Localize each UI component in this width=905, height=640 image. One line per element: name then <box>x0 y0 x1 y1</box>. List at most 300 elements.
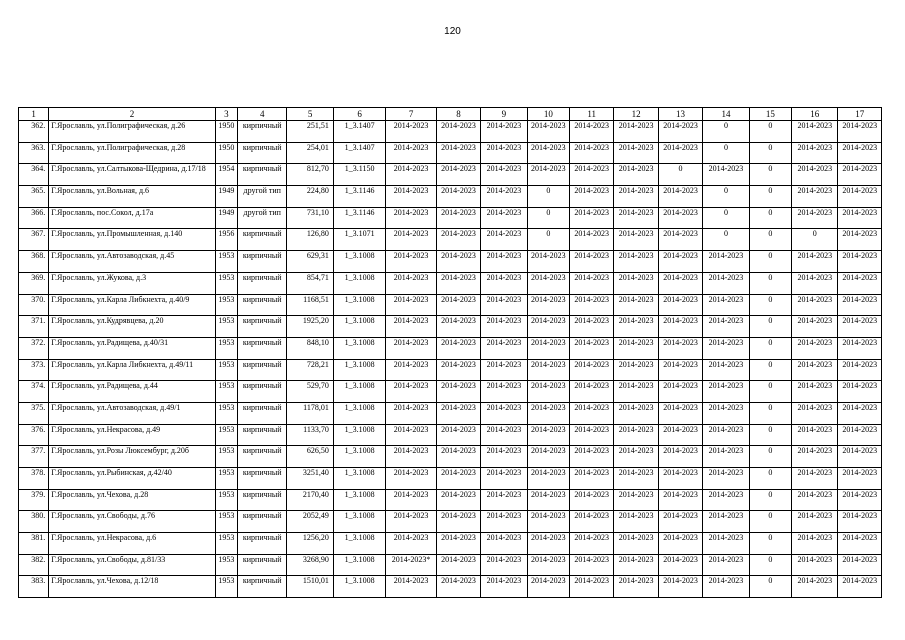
area-cell: 1925,20 <box>287 316 333 338</box>
period-col11-cell: 2014-2023 <box>570 272 614 294</box>
table-row <box>19 576 882 598</box>
period-col10-cell: 2014-2023 <box>527 402 569 424</box>
period-col13-cell: 0 <box>658 164 702 186</box>
row-number-cell: 373. <box>19 359 49 381</box>
period-col17-cell: 2014-2023 <box>838 402 882 424</box>
build-year-cell: 1950 <box>215 142 237 164</box>
period-col9-cell: 2014-2023 <box>481 316 527 338</box>
period-col12-cell: 2014-2023 <box>614 229 658 251</box>
period-col12-cell: 2014-2023 <box>614 424 658 446</box>
area-cell: 2170,40 <box>287 489 333 511</box>
period-col16-cell: 2014-2023 <box>792 121 838 143</box>
area-cell: 854,71 <box>287 272 333 294</box>
period-col7-cell: 2014-2023 <box>386 164 436 186</box>
column-header: 2 <box>49 108 216 121</box>
row-number-cell: 378. <box>19 468 49 490</box>
period-col15-cell: 0 <box>749 381 791 403</box>
period-col17-cell: 2014-2023 <box>838 229 882 251</box>
period-col16-cell: 2014-2023 <box>792 533 838 555</box>
period-col10-cell: 2014-2023 <box>527 468 569 490</box>
period-col16-cell: 2014-2023 <box>792 164 838 186</box>
row-number-cell: 368. <box>19 251 49 273</box>
period-col15-cell: 0 <box>749 164 791 186</box>
period-col8-cell: 2014-2023 <box>436 207 480 229</box>
period-col8-cell: 2014-2023 <box>436 272 480 294</box>
wall-material-cell: кирпичный <box>238 576 287 598</box>
period-col13-cell: 2014-2023 <box>658 576 702 598</box>
period-col11-cell: 2014-2023 <box>570 229 614 251</box>
period-col13-cell: 2014-2023 <box>658 207 702 229</box>
period-col12-cell: 2014-2023 <box>614 316 658 338</box>
column-header: 10 <box>527 108 569 121</box>
period-col10-cell: 2014-2023 <box>527 316 569 338</box>
row-number-cell: 362. <box>19 121 49 143</box>
period-col9-cell: 2014-2023 <box>481 489 527 511</box>
period-col9-cell: 2014-2023 <box>481 337 527 359</box>
period-col16-cell: 0 <box>792 229 838 251</box>
column-number-header-row <box>19 108 882 121</box>
build-year-cell: 1956 <box>215 229 237 251</box>
column-header: 16 <box>792 108 838 121</box>
period-col10-cell: 0 <box>527 186 569 208</box>
period-col7-cell: 2014-2023 <box>386 359 436 381</box>
period-col15-cell: 0 <box>749 251 791 273</box>
area-cell: 728,21 <box>287 359 333 381</box>
period-col9-cell: 2014-2023 <box>481 164 527 186</box>
period-col9-cell: 2014-2023 <box>481 424 527 446</box>
address-cell: Г.Ярославль, ул.Розы Люксембург, д.20б <box>49 446 216 468</box>
area-cell: 2052,49 <box>287 511 333 533</box>
period-col14-cell: 2014-2023 <box>703 316 749 338</box>
period-col14-cell: 0 <box>703 142 749 164</box>
period-col12-cell: 2014-2023 <box>614 554 658 576</box>
period-col10-cell: 2014-2023 <box>527 489 569 511</box>
period-col7-cell: 2014-2023 <box>386 272 436 294</box>
code-cell: 1_3.1146 <box>333 207 385 229</box>
period-col14-cell: 2014-2023 <box>703 511 749 533</box>
table-row <box>19 186 882 208</box>
code-cell: 1_3.1407 <box>333 121 385 143</box>
row-number-cell: 369. <box>19 272 49 294</box>
table-row <box>19 511 882 533</box>
period-col8-cell: 2014-2023 <box>436 142 480 164</box>
table-row <box>19 424 882 446</box>
column-header: 7 <box>386 108 436 121</box>
period-col10-cell: 2014-2023 <box>527 576 569 598</box>
period-col13-cell: 2014-2023 <box>658 511 702 533</box>
period-col11-cell: 2014-2023 <box>570 533 614 555</box>
period-col11-cell: 2014-2023 <box>570 381 614 403</box>
period-col9-cell: 2014-2023 <box>481 402 527 424</box>
code-cell: 1_3.1146 <box>333 186 385 208</box>
period-col9-cell: 2014-2023 <box>481 533 527 555</box>
address-cell: Г.Ярославль, ул.Карла Либкнехта, д.40/9 <box>49 294 216 316</box>
code-cell: 1_3.1008 <box>333 424 385 446</box>
code-cell: 1_3.1008 <box>333 251 385 273</box>
row-number-cell: 364. <box>19 164 49 186</box>
period-col9-cell: 2014-2023 <box>481 186 527 208</box>
wall-material-cell: кирпичный <box>238 337 287 359</box>
period-col14-cell: 0 <box>703 229 749 251</box>
period-col17-cell: 2014-2023 <box>838 576 882 598</box>
period-col12-cell: 2014-2023 <box>614 294 658 316</box>
address-cell: Г.Ярославль, ул.Радищева, д.40/31 <box>49 337 216 359</box>
period-col7-cell: 2014-2023 <box>386 316 436 338</box>
area-cell: 848,10 <box>287 337 333 359</box>
period-col17-cell: 2014-2023 <box>838 446 882 468</box>
build-year-cell: 1953 <box>215 251 237 273</box>
period-col12-cell: 2014-2023 <box>614 272 658 294</box>
build-year-cell: 1953 <box>215 489 237 511</box>
period-col16-cell: 2014-2023 <box>792 424 838 446</box>
period-col14-cell: 2014-2023 <box>703 164 749 186</box>
build-year-cell: 1953 <box>215 468 237 490</box>
period-col8-cell: 2014-2023 <box>436 229 480 251</box>
period-col12-cell: 2014-2023 <box>614 251 658 273</box>
period-col7-cell: 2014-2023 <box>386 468 436 490</box>
row-number-cell: 376. <box>19 424 49 446</box>
column-header: 1 <box>19 108 49 121</box>
table-row <box>19 533 882 555</box>
address-cell: Г.Ярославль, ул.Полиграфическая, д.28 <box>49 142 216 164</box>
table-row <box>19 142 882 164</box>
address-cell: Г.Ярославль, ул.Свободы, д.76 <box>49 511 216 533</box>
period-col16-cell: 2014-2023 <box>792 489 838 511</box>
housing-registry-table <box>18 107 882 598</box>
row-number-cell: 374. <box>19 381 49 403</box>
build-year-cell: 1954 <box>215 164 237 186</box>
period-col14-cell: 2014-2023 <box>703 272 749 294</box>
period-col16-cell: 2014-2023 <box>792 142 838 164</box>
wall-material-cell: другой тип <box>238 207 287 229</box>
period-col7-cell: 2014-2023 <box>386 337 436 359</box>
period-col16-cell: 2014-2023 <box>792 272 838 294</box>
period-col15-cell: 0 <box>749 229 791 251</box>
build-year-cell: 1953 <box>215 381 237 403</box>
period-col10-cell: 2014-2023 <box>527 337 569 359</box>
period-col15-cell: 0 <box>749 359 791 381</box>
period-col13-cell: 2014-2023 <box>658 316 702 338</box>
period-col11-cell: 2014-2023 <box>570 207 614 229</box>
address-cell: Г.Ярославль, ул.Радищева, д.44 <box>49 381 216 403</box>
row-number-cell: 377. <box>19 446 49 468</box>
period-col12-cell: 2014-2023 <box>614 186 658 208</box>
area-cell: 1133,70 <box>287 424 333 446</box>
build-year-cell: 1953 <box>215 402 237 424</box>
period-col13-cell: 2014-2023 <box>658 554 702 576</box>
build-year-cell: 1953 <box>215 511 237 533</box>
period-col15-cell: 0 <box>749 424 791 446</box>
wall-material-cell: кирпичный <box>238 381 287 403</box>
period-col15-cell: 0 <box>749 511 791 533</box>
address-cell: Г.Ярославль, ул.Чехова, д.28 <box>49 489 216 511</box>
period-col12-cell: 2014-2023 <box>614 468 658 490</box>
period-col11-cell: 2014-2023 <box>570 164 614 186</box>
address-cell: Г.Ярославль, ул.Некрасова, д.6 <box>49 533 216 555</box>
code-cell: 1_3.1008 <box>333 446 385 468</box>
row-number-cell: 381. <box>19 533 49 555</box>
column-header: 5 <box>287 108 333 121</box>
page-number: 120 <box>444 26 461 37</box>
address-cell: Г.Ярославль, ул.Полиграфическая, д.26 <box>49 121 216 143</box>
period-col15-cell: 0 <box>749 554 791 576</box>
period-col9-cell: 2014-2023 <box>481 229 527 251</box>
table-body <box>19 121 882 598</box>
period-col7-cell: 2014-2023 <box>386 142 436 164</box>
period-col17-cell: 2014-2023 <box>838 294 882 316</box>
table-row <box>19 381 882 403</box>
period-col8-cell: 2014-2023 <box>436 533 480 555</box>
build-year-cell: 1949 <box>215 186 237 208</box>
wall-material-cell: кирпичный <box>238 468 287 490</box>
period-col15-cell: 0 <box>749 446 791 468</box>
period-col15-cell: 0 <box>749 294 791 316</box>
period-col7-cell: 2014-2023 <box>386 576 436 598</box>
period-col13-cell: 2014-2023 <box>658 229 702 251</box>
table-row <box>19 164 882 186</box>
period-col14-cell: 2014-2023 <box>703 424 749 446</box>
row-number-cell: 375. <box>19 402 49 424</box>
period-col7-cell: 2014-2023 <box>386 533 436 555</box>
wall-material-cell: кирпичный <box>238 294 287 316</box>
period-col16-cell: 2014-2023 <box>792 468 838 490</box>
address-cell: Г.Ярославль, ул.Некрасова, д.49 <box>49 424 216 446</box>
period-col13-cell: 2014-2023 <box>658 424 702 446</box>
period-col16-cell: 2014-2023 <box>792 511 838 533</box>
period-col13-cell: 2014-2023 <box>658 121 702 143</box>
period-col12-cell: 2014-2023 <box>614 337 658 359</box>
period-col11-cell: 2014-2023 <box>570 142 614 164</box>
period-col15-cell: 0 <box>749 142 791 164</box>
wall-material-cell: кирпичный <box>238 554 287 576</box>
column-header: 6 <box>333 108 385 121</box>
table-row <box>19 251 882 273</box>
period-col12-cell: 2014-2023 <box>614 446 658 468</box>
period-col17-cell: 2014-2023 <box>838 251 882 273</box>
period-col15-cell: 0 <box>749 402 791 424</box>
period-col10-cell: 2014-2023 <box>527 272 569 294</box>
wall-material-cell: кирпичный <box>238 424 287 446</box>
period-col17-cell: 2014-2023 <box>838 121 882 143</box>
build-year-cell: 1950 <box>215 121 237 143</box>
period-col16-cell: 2014-2023 <box>792 186 838 208</box>
period-col11-cell: 2014-2023 <box>570 294 614 316</box>
wall-material-cell: кирпичный <box>238 489 287 511</box>
period-col11-cell: 2014-2023 <box>570 424 614 446</box>
period-col7-cell: 2014-2023 <box>386 186 436 208</box>
period-col8-cell: 2014-2023 <box>436 186 480 208</box>
period-col9-cell: 2014-2023 <box>481 554 527 576</box>
period-col16-cell: 2014-2023 <box>792 402 838 424</box>
code-cell: 1_3.1008 <box>333 294 385 316</box>
address-cell: Г.Ярославль, ул.Салтыкова-Щедрина, д.17/18 <box>49 164 216 186</box>
wall-material-cell: кирпичный <box>238 164 287 186</box>
period-col11-cell: 2014-2023 <box>570 121 614 143</box>
period-col8-cell: 2014-2023 <box>436 121 480 143</box>
period-col13-cell: 2014-2023 <box>658 294 702 316</box>
period-col7-cell: 2014-2023 <box>386 446 436 468</box>
wall-material-cell: кирпичный <box>238 402 287 424</box>
column-header: 12 <box>614 108 658 121</box>
period-col9-cell: 2014-2023 <box>481 142 527 164</box>
period-col10-cell: 2014-2023 <box>527 511 569 533</box>
period-col9-cell: 2014-2023 <box>481 251 527 273</box>
period-col7-cell: 2014-2023 <box>386 251 436 273</box>
period-col13-cell: 2014-2023 <box>658 337 702 359</box>
period-col16-cell: 2014-2023 <box>792 554 838 576</box>
table-row <box>19 359 882 381</box>
wall-material-cell: кирпичный <box>238 316 287 338</box>
build-year-cell: 1953 <box>215 554 237 576</box>
period-col8-cell: 2014-2023 <box>436 468 480 490</box>
period-col9-cell: 2014-2023 <box>481 381 527 403</box>
period-col14-cell: 2014-2023 <box>703 489 749 511</box>
row-number-cell: 379. <box>19 489 49 511</box>
period-col10-cell: 2014-2023 <box>527 121 569 143</box>
period-col8-cell: 2014-2023 <box>436 251 480 273</box>
period-col15-cell: 0 <box>749 121 791 143</box>
wall-material-cell: кирпичный <box>238 121 287 143</box>
address-cell: Г.Ярославль, ул.Карла Либкнехта, д.49/11 <box>49 359 216 381</box>
period-col16-cell: 2014-2023 <box>792 381 838 403</box>
period-col14-cell: 2014-2023 <box>703 359 749 381</box>
row-number-cell: 363. <box>19 142 49 164</box>
column-header: 8 <box>436 108 480 121</box>
period-col15-cell: 0 <box>749 533 791 555</box>
period-col13-cell: 2014-2023 <box>658 533 702 555</box>
address-cell: Г.Ярославль, ул.Свободы, д.81/33 <box>49 554 216 576</box>
period-col13-cell: 2014-2023 <box>658 272 702 294</box>
build-year-cell: 1953 <box>215 272 237 294</box>
address-cell: Г.Ярославль, пос.Сокол, д.17а <box>49 207 216 229</box>
code-cell: 1_3.1008 <box>333 402 385 424</box>
period-col8-cell: 2014-2023 <box>436 337 480 359</box>
period-col7-cell: 2014-2023* <box>386 554 436 576</box>
area-cell: 731,10 <box>287 207 333 229</box>
period-col7-cell: 2014-2023 <box>386 229 436 251</box>
area-cell: 126,80 <box>287 229 333 251</box>
period-col9-cell: 2014-2023 <box>481 272 527 294</box>
period-col8-cell: 2014-2023 <box>436 316 480 338</box>
code-cell: 1_3.1008 <box>333 511 385 533</box>
period-col12-cell: 2014-2023 <box>614 121 658 143</box>
area-cell: 3268,90 <box>287 554 333 576</box>
period-col16-cell: 2014-2023 <box>792 446 838 468</box>
area-cell: 1178,01 <box>287 402 333 424</box>
period-col17-cell: 2014-2023 <box>838 554 882 576</box>
build-year-cell: 1953 <box>215 316 237 338</box>
period-col8-cell: 2014-2023 <box>436 446 480 468</box>
period-col15-cell: 0 <box>749 337 791 359</box>
wall-material-cell: кирпичный <box>238 533 287 555</box>
period-col17-cell: 2014-2023 <box>838 142 882 164</box>
address-cell: Г.Ярославль, ул.Автозаводская, д.49/1 <box>49 402 216 424</box>
period-col7-cell: 2014-2023 <box>386 294 436 316</box>
period-col9-cell: 2014-2023 <box>481 294 527 316</box>
table-row <box>19 316 882 338</box>
period-col17-cell: 2014-2023 <box>838 424 882 446</box>
address-cell: Г.Ярославль, ул.Вольная, д.6 <box>49 186 216 208</box>
period-col15-cell: 0 <box>749 576 791 598</box>
period-col10-cell: 2014-2023 <box>527 294 569 316</box>
row-number-cell: 380. <box>19 511 49 533</box>
period-col13-cell: 2014-2023 <box>658 468 702 490</box>
row-number-cell: 372. <box>19 337 49 359</box>
period-col17-cell: 2014-2023 <box>838 337 882 359</box>
column-header: 13 <box>658 108 702 121</box>
period-col15-cell: 0 <box>749 207 791 229</box>
period-col17-cell: 2014-2023 <box>838 316 882 338</box>
wall-material-cell: кирпичный <box>238 359 287 381</box>
period-col10-cell: 2014-2023 <box>527 424 569 446</box>
period-col14-cell: 2014-2023 <box>703 294 749 316</box>
build-year-cell: 1953 <box>215 446 237 468</box>
period-col13-cell: 2014-2023 <box>658 142 702 164</box>
period-col14-cell: 2014-2023 <box>703 468 749 490</box>
period-col14-cell: 0 <box>703 186 749 208</box>
period-col14-cell: 2014-2023 <box>703 576 749 598</box>
period-col17-cell: 2014-2023 <box>838 511 882 533</box>
period-col17-cell: 2014-2023 <box>838 381 882 403</box>
build-year-cell: 1953 <box>215 337 237 359</box>
row-number-cell: 371. <box>19 316 49 338</box>
period-col17-cell: 2014-2023 <box>838 207 882 229</box>
wall-material-cell: кирпичный <box>238 272 287 294</box>
area-cell: 251,51 <box>287 121 333 143</box>
table-row <box>19 402 882 424</box>
table-row <box>19 468 882 490</box>
period-col15-cell: 0 <box>749 272 791 294</box>
period-col17-cell: 2014-2023 <box>838 164 882 186</box>
period-col12-cell: 2014-2023 <box>614 402 658 424</box>
period-col12-cell: 2014-2023 <box>614 207 658 229</box>
code-cell: 1_3.1008 <box>333 554 385 576</box>
column-header: 4 <box>238 108 287 121</box>
column-header: 15 <box>749 108 791 121</box>
period-col10-cell: 2014-2023 <box>527 142 569 164</box>
period-col12-cell: 2014-2023 <box>614 164 658 186</box>
period-col16-cell: 2014-2023 <box>792 251 838 273</box>
column-header: 9 <box>481 108 527 121</box>
period-col15-cell: 0 <box>749 186 791 208</box>
period-col13-cell: 2014-2023 <box>658 251 702 273</box>
code-cell: 1_3.1008 <box>333 272 385 294</box>
period-col12-cell: 2014-2023 <box>614 511 658 533</box>
period-col7-cell: 2014-2023 <box>386 424 436 446</box>
build-year-cell: 1953 <box>215 533 237 555</box>
build-year-cell: 1953 <box>215 576 237 598</box>
column-header: 17 <box>838 108 882 121</box>
period-col8-cell: 2014-2023 <box>436 424 480 446</box>
period-col10-cell: 0 <box>527 229 569 251</box>
period-col9-cell: 2014-2023 <box>481 121 527 143</box>
table-row <box>19 337 882 359</box>
period-col11-cell: 2014-2023 <box>570 186 614 208</box>
table-row <box>19 489 882 511</box>
period-col9-cell: 2014-2023 <box>481 446 527 468</box>
period-col16-cell: 2014-2023 <box>792 576 838 598</box>
area-cell: 626,50 <box>287 446 333 468</box>
table-row <box>19 207 882 229</box>
area-cell: 1510,01 <box>287 576 333 598</box>
code-cell: 1_3.1407 <box>333 142 385 164</box>
period-col15-cell: 0 <box>749 468 791 490</box>
column-header: 14 <box>703 108 749 121</box>
period-col17-cell: 2014-2023 <box>838 533 882 555</box>
period-col17-cell: 2014-2023 <box>838 489 882 511</box>
address-cell: Г.Ярославль, ул.Жукова, д.3 <box>49 272 216 294</box>
column-header: 11 <box>570 108 614 121</box>
